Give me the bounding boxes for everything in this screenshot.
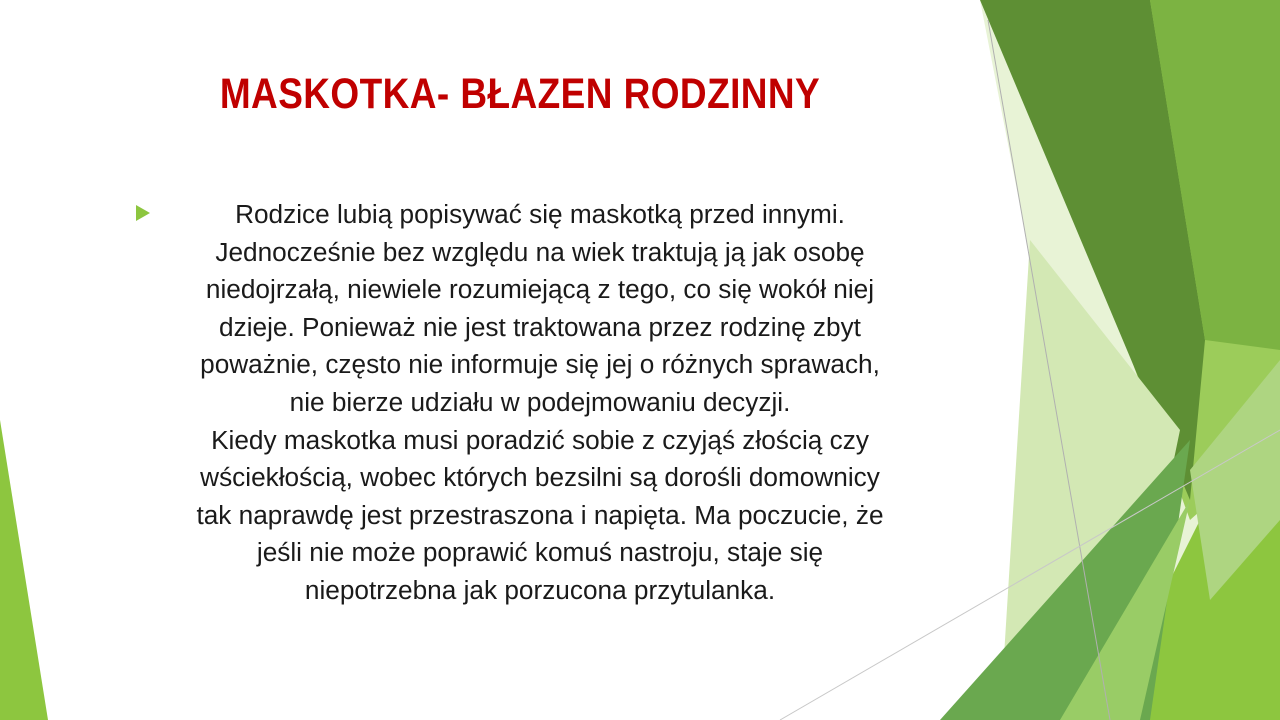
paragraph-1: Rodzice lubią popisywać się maskotką przed innymi. Jednocześnie bez względu na wiek traktują ją jak osobę niedojrzałą, niewiele rozumiejącą z tego, co się wokół niej dzieje. Ponieważ nie jest traktowana przez rodzinę zbyt poważnie, często nie informuje się jej o różnych sprawach, nie bierze udziału w podejmowaniu decyzji. [200, 199, 880, 417]
slide-body [110, 196, 970, 610]
paragraph-2: Kiedy maskotka musi poradzić sobie z czyjąś złością czy wściekłością, wobec których bezsilni są dorośli domownicy tak naprawdę jest przestraszona i napięta. Ma poczucie, że jeśli nie może poprawić komuś nastroju, staje się niepotrzebna jak porzucona przytulanka. [196, 424, 884, 605]
left-green-sliver [0, 420, 48, 720]
slide-title: MASKOTKA- BŁAZEN RODZINNY [219, 70, 821, 118]
